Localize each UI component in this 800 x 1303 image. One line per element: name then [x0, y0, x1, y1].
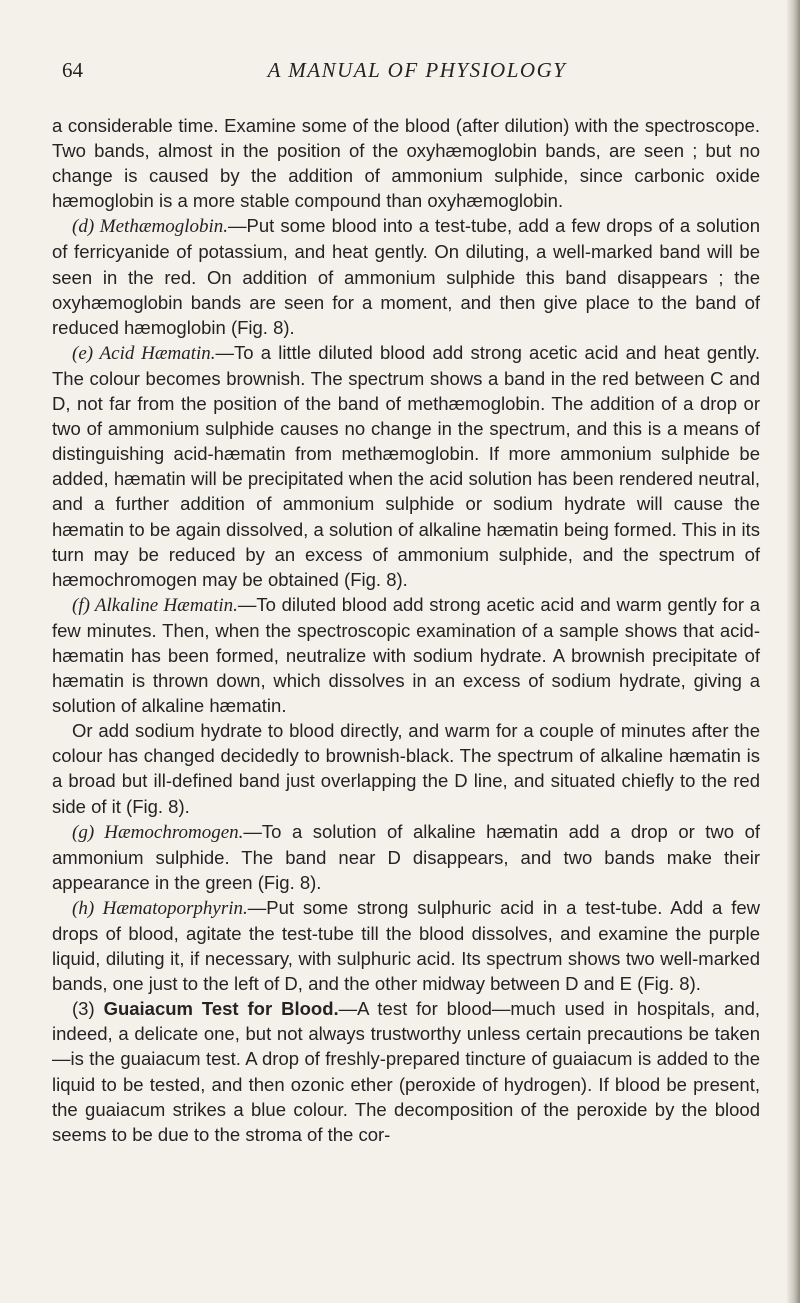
section-label: (f) Alkaline Hæmatin. [72, 594, 238, 616]
paragraph-text: Or add sodium hydrate to blood directly, and warm for a couple of minutes after the colour has changed decidedly to brownish-black. The spectrum of alkaline hæmatin is a broad but ill-defined band just overlapping the D line, and situated chiefly to the red side of it (Fig. 8). [52, 720, 760, 817]
paragraph-haemochromogen [52, 819, 760, 895]
paragraph-text: —Put some blood into a test-tube, add a few drops of a solution of ferricyanide of potassium, and heat gently. On diluting, a well-marked band will be seen in the red. On addition of ammonium sulphide this band disappears ; the oxyhæmoglobin bands are seen for a moment, and then give place to the band of reduced hæmoglobin (Fig. 8). [52, 215, 760, 338]
paragraph-text: —To a solution of alkaline hæmatin add a drop or two of ammonium sulphide. The band near D disappears, and two bands make their appearance in the green (Fig. 8). [52, 820, 761, 893]
section-label: (d) Methæmoglobin. [72, 216, 229, 238]
paragraph-continuation [52, 113, 760, 213]
paragraph-alkaline-haematin [52, 592, 760, 718]
paragraph-alkaline-haematin-alt [52, 718, 760, 818]
paragraph-text: —Put some strong sulphuric acid in a test-tube. Add a few drops of blood, agitate the test-tube till the blood dissolves, and examine the purple liquid, diluting it, if necessary, with sulphuric acid. Its spectrum shows two well-marked bands, one just to the left of D, and the other midway between D and E (Fig. 8). [52, 896, 760, 995]
running-title: A MANUAL OF PHYSIOLOGY [267, 58, 567, 82]
page-number: 64 [62, 58, 83, 82]
page-header [62, 58, 702, 88]
section-label: (g) Hæmochromogen. [72, 821, 244, 843]
paragraph-text: —A test for blood—much used in hospitals, and, indeed, a delicate one, but not always trustworthy unless certain precautions be taken—is the guaiacum test. A drop of freshly-prepared tincture of guaiacum is added to the liquid to be tested, and then ozonic ether (peroxide of hydrogen). If blood be present, the guaiacum strikes a blue colour. The decomposition of the peroxide by the blood seems to be due to the stroma of the cor- [52, 998, 761, 1145]
section-label: (h) Hæmatoporphyrin. [72, 897, 248, 919]
section-number: (3) [72, 998, 95, 1020]
paragraph-text: a considerable time. Examine some of the blood (after dilution) with the spectroscope. Two bands, almost in the position of the oxyhæmoglobin bands, are seen ; but no change is caused by the addition of ammonium sulphide, since carbonic oxide hæmoglobin is a more stable compound than oxyhæmoglobin. [52, 115, 760, 212]
paragraph-text: —To a little diluted blood add strong acetic acid and heat gently. The colour becomes brownish. The spectrum shows a band in the red between C and D, not far from the position of the band of methæmoglobin. The addition of a drop or two of ammonium sulphide causes no change in the spectrum, and this is a means of distinguishing acid-hæmatin from methæmoglobin. If more ammonium sulphide be added, hæmatin will be precipitated when the acid solution has been rendered neutral, and a further addition of ammonium sulphide or sodium hydrate will cause the hæmatin to be again dissolved, a solution of alkaline hæmatin being formed. This in its turn may be reduced by an excess of ammonium sulphide, and the spectrum of hæmochromogen may be obtained (Fig. 8). [52, 341, 760, 590]
paragraph-methaemoglobin [52, 213, 760, 339]
paragraph-text: —To diluted blood add strong acetic acid and warm gently for a few minutes. Then, when the spectroscopic examination of a sample shows that acid-hæmatin has been formed, neutralize with sodium hydrate. A brownish precipitate of hæmatin is thrown down, which dissolves in an excess of sodium hydrate, giving a solution of alkaline hæmatin. [52, 593, 760, 717]
body-text [52, 113, 760, 1147]
page-edge-shadow [786, 0, 800, 1303]
paragraph-guaiacum-test [52, 996, 760, 1147]
section-label: Guaiacum Test for Blood. [103, 998, 339, 1020]
section-label: (e) Acid Hæmatin. [72, 342, 216, 364]
paragraph-acid-haematin [52, 340, 760, 592]
paragraph-haematoporphyrin [52, 895, 760, 996]
